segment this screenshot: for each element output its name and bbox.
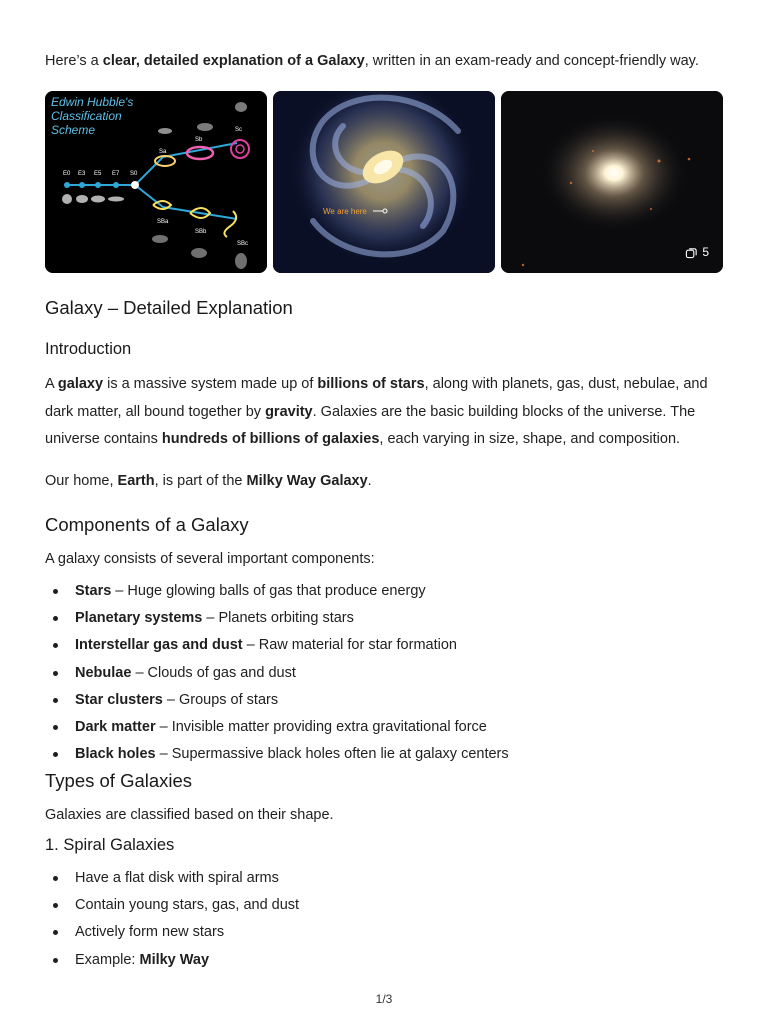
milky-way-image[interactable]	[273, 91, 495, 273]
label-sc: Sc	[235, 127, 243, 133]
component-term: Planetary systems	[75, 610, 203, 627]
intro-p1-run: . Galaxies are the basic building blocks of the universe. The universe contains	[45, 403, 696, 447]
intro-p1-run: gravity	[265, 403, 313, 420]
image-stack-icon	[685, 246, 698, 259]
component-description: – Planets orbiting stars	[202, 610, 354, 627]
component-term: Star clusters	[75, 691, 163, 708]
spiral-galaxies-list	[45, 868, 723, 977]
component-description: – Invisible matter providing extra gravitational force	[155, 718, 487, 735]
spiral-item	[45, 895, 723, 922]
elliptical-galaxy-image[interactable]	[501, 91, 723, 273]
spiral-item-text: Actively form new stars	[75, 924, 225, 941]
intro-line	[45, 51, 699, 71]
spiral-item-text: Contain young stars, gas, and dust	[75, 897, 300, 914]
hubble-classification-image[interactable]	[45, 91, 267, 273]
types-lead: Galaxies are classified based on their shape.	[45, 807, 334, 823]
label-e5: E5	[94, 171, 102, 177]
page-title: Galaxy – Detailed Explanation	[45, 297, 293, 318]
intro-prefix: Here’s a	[45, 53, 103, 69]
component-item	[45, 581, 723, 608]
intro-p2-run: Our home,	[45, 473, 118, 489]
spiral-item	[45, 922, 723, 949]
components-heading: Components of a Galaxy	[45, 514, 249, 535]
intro-suffix: , written in an exam-ready and concept-friendly way.	[364, 53, 699, 69]
intro-p2-run: Earth	[117, 473, 155, 489]
component-item	[45, 663, 723, 690]
hubble-title-1: Edwin Hubble's	[51, 95, 134, 109]
component-description: – Raw material for star formation	[242, 637, 457, 654]
we-are-here-label: We are here	[323, 207, 367, 216]
label-e3: E3	[78, 171, 86, 177]
component-description: – Clouds of gas and dust	[131, 664, 296, 681]
label-sba: SBa	[157, 219, 169, 225]
component-item	[45, 635, 723, 662]
component-term: Dark matter	[75, 718, 156, 735]
hubble-title-2: Classification	[51, 109, 122, 123]
introduction-paragraph-1	[45, 371, 723, 454]
introduction-paragraph-2	[45, 468, 723, 496]
component-item	[45, 690, 723, 717]
component-term: Nebulae	[75, 664, 132, 681]
intro-p1-run: is a massive system made up of	[103, 376, 318, 392]
spiral-item-example: Milky Way	[139, 951, 210, 968]
intro-p2-run: , is part of the	[154, 473, 247, 489]
spiral-item	[45, 868, 723, 895]
label-sbc: SBc	[237, 241, 249, 247]
component-term: Interstellar gas and dust	[75, 637, 243, 654]
label-s0: S0	[130, 171, 138, 177]
label-e0: E0	[63, 171, 71, 177]
components-lead: A galaxy consists of several important components:	[45, 551, 375, 567]
introduction-heading: Introduction	[45, 340, 132, 358]
intro-p1-run: A	[45, 376, 58, 392]
types-heading: Types of Galaxies	[45, 770, 193, 791]
intro-p2-run: Milky Way Galaxy	[246, 473, 368, 489]
hubble-diagram	[45, 91, 267, 273]
page-number: 1/3	[375, 992, 393, 1006]
label-sb: Sb	[195, 137, 203, 143]
milky-way-illustration	[273, 91, 495, 273]
components-list	[45, 581, 723, 771]
intro-p1-run: billions of stars	[317, 376, 425, 392]
spiral-item	[45, 950, 723, 977]
component-term: Stars	[75, 583, 112, 599]
label-sbb: SBb	[195, 229, 207, 235]
component-description: – Supermassive black holes often lie at galaxy centers	[155, 746, 509, 763]
component-item	[45, 744, 723, 771]
label-sa: Sa	[159, 149, 167, 155]
label-e7: E7	[112, 171, 120, 177]
component-item	[45, 608, 723, 635]
component-description: – Groups of stars	[162, 691, 279, 708]
spiral-item-text: Example:	[75, 951, 140, 968]
intro-strong: clear, detailed explanation of a Galaxy	[102, 53, 365, 69]
spiral-galaxies-heading: 1. Spiral Galaxies	[45, 836, 175, 854]
more-images-count: 5	[702, 245, 709, 259]
spiral-item-text: Have a flat disk with spiral arms	[75, 870, 279, 886]
intro-p1-run: galaxy	[57, 376, 104, 392]
more-images-badge[interactable]	[685, 245, 709, 259]
intro-p1-run: , along with planets, gas, dust, nebulae, and dark matter, all bound together by	[45, 376, 708, 420]
hubble-title-3: Scheme	[51, 123, 96, 137]
component-term: Black holes	[75, 746, 156, 763]
component-item	[45, 717, 723, 744]
intro-p1-run: , each varying in size, shape, and composition.	[379, 431, 681, 447]
intro-p2-run: .	[367, 473, 372, 489]
intro-p1-run: hundreds of billions of galaxies	[161, 431, 380, 447]
component-description: – Huge glowing balls of gas that produce energy	[111, 583, 426, 599]
image-gallery	[45, 91, 723, 273]
